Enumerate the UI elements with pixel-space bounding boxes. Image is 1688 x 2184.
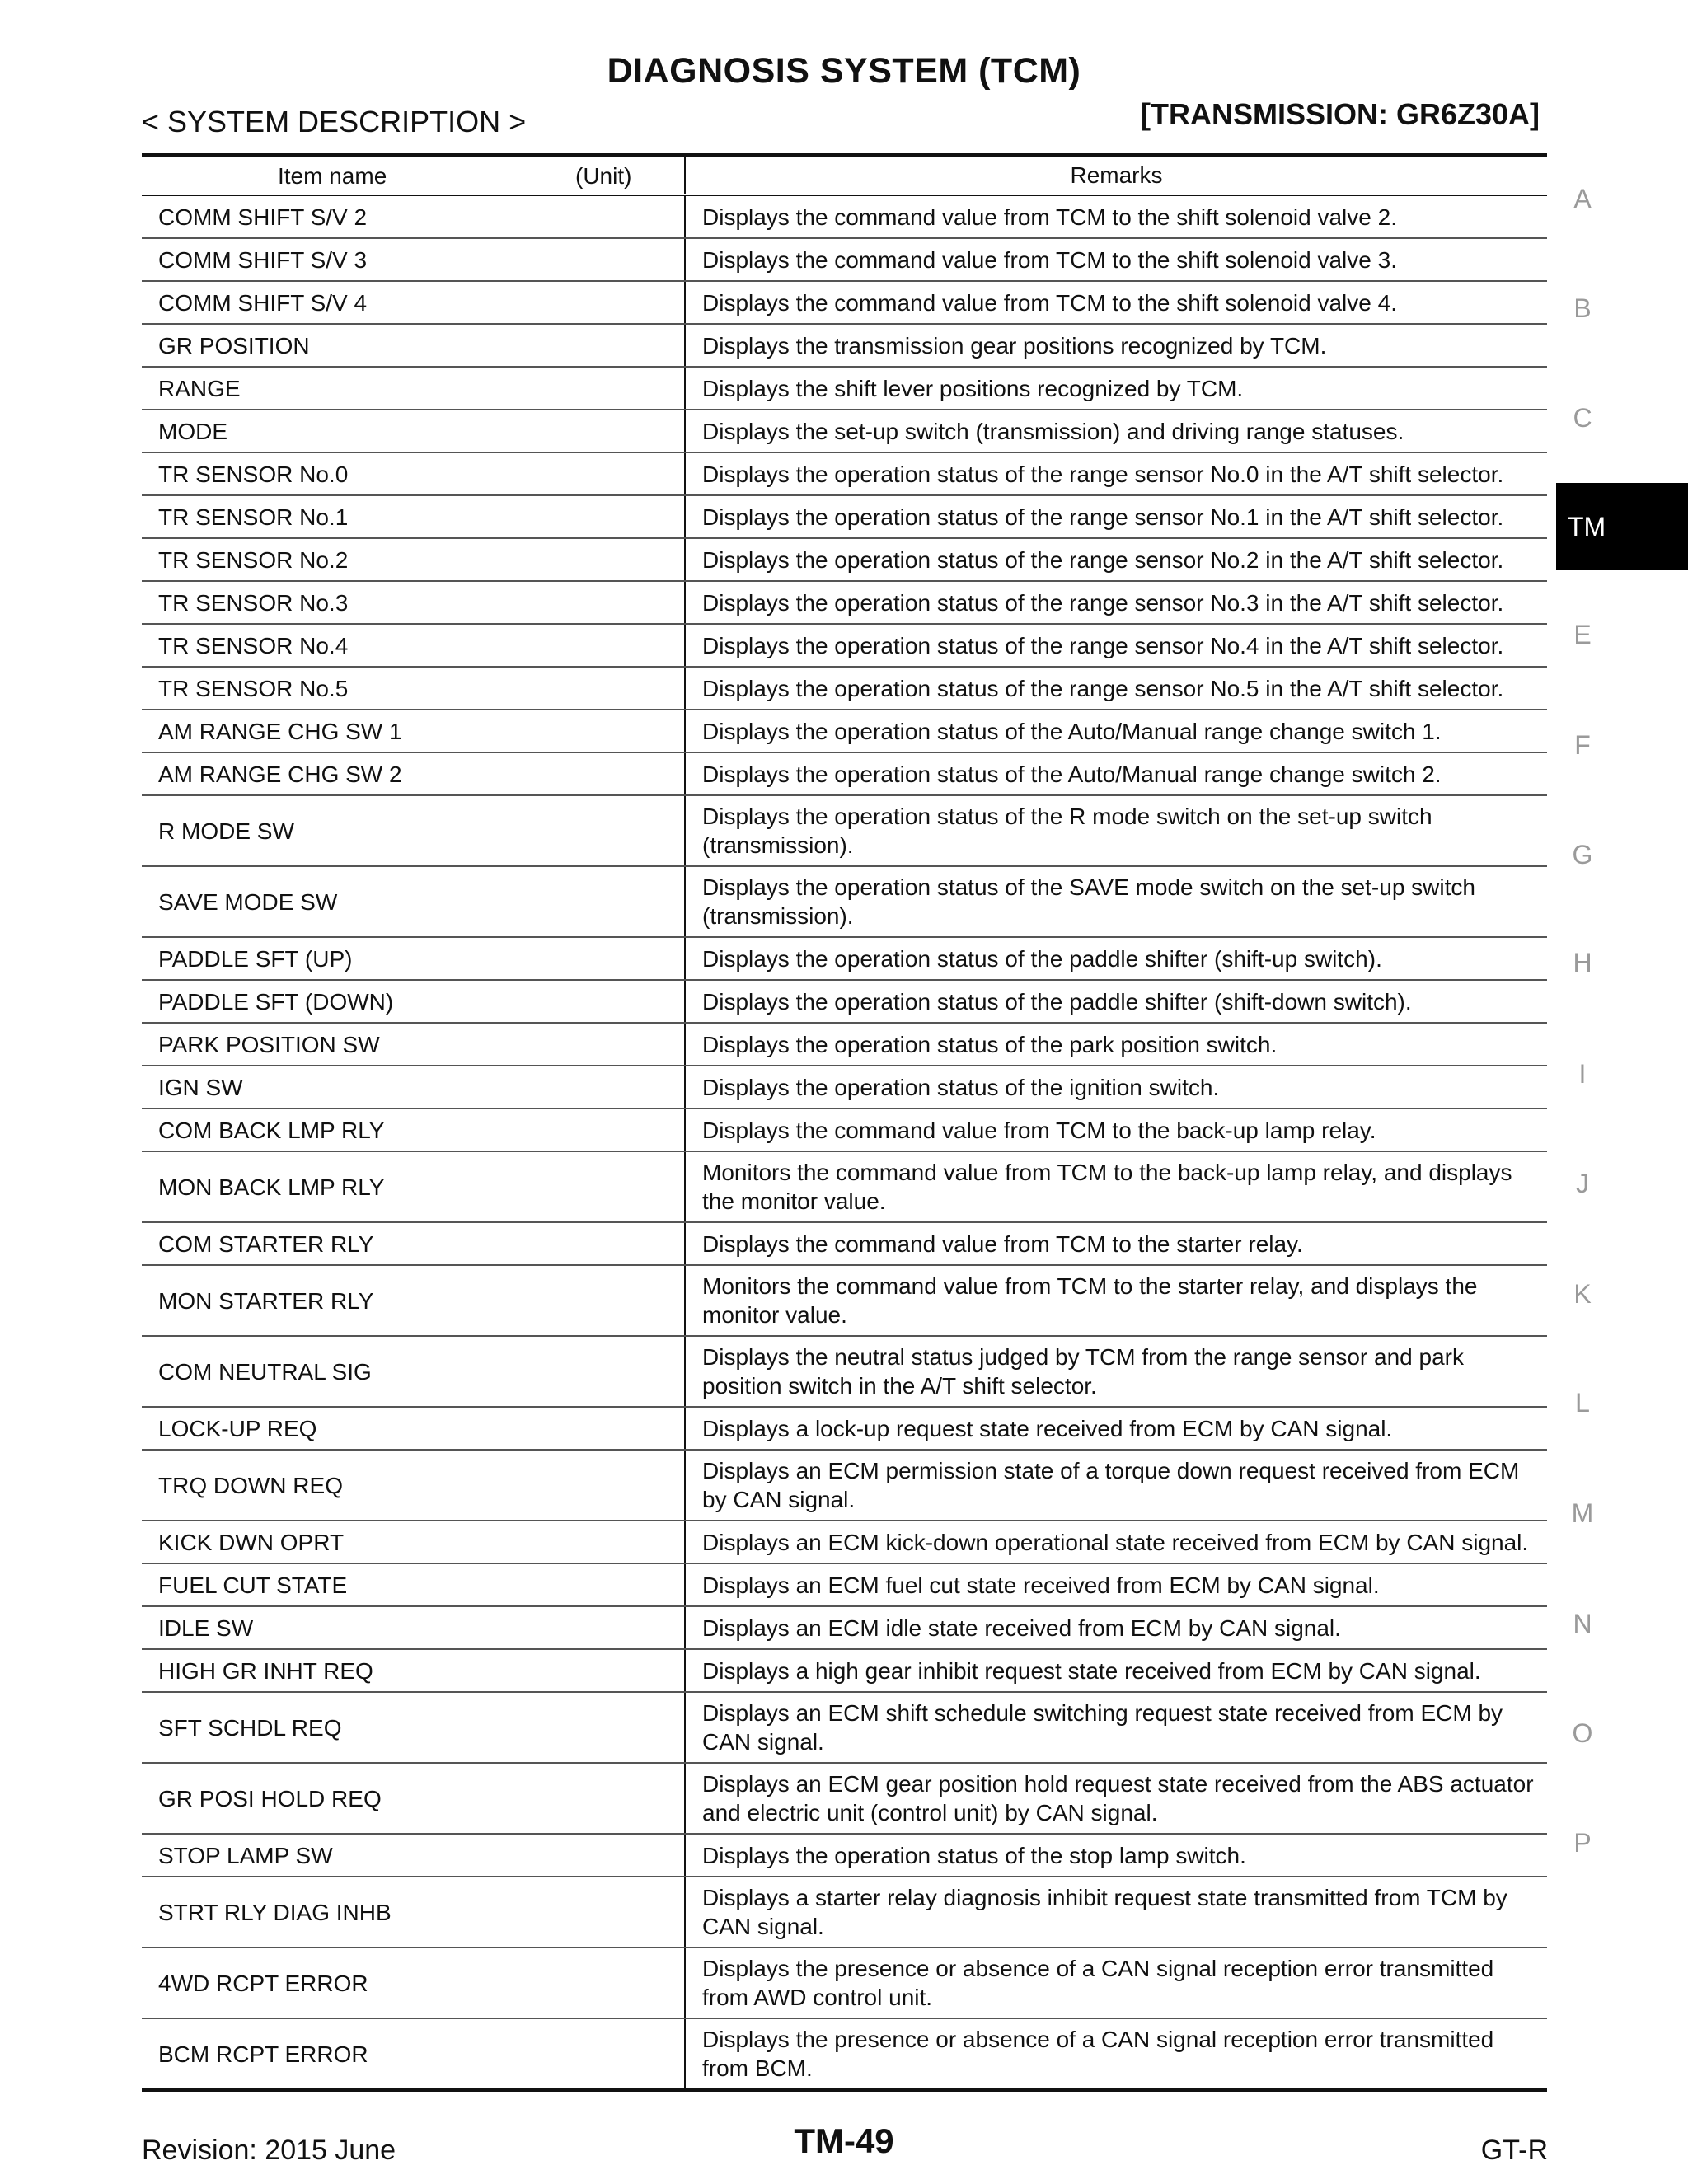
table-row (142, 752, 1547, 795)
remarks-cell: Displays an ECM kick-down operational state received from ECM by CAN signal. (685, 1521, 1547, 1563)
remarks-cell: Displays a high gear inhibit request state received from ECM by CAN signal. (685, 1649, 1547, 1692)
table-row (142, 1066, 1547, 1108)
table-row (142, 1947, 1547, 2018)
model-label: GT-R (1480, 2135, 1548, 2166)
section-tab-n: N (1573, 1609, 1592, 1638)
table-row (142, 1521, 1547, 1563)
table-row (142, 238, 1547, 281)
remarks-cell: Displays the operation status of the paddle shifter (shift-down switch). (685, 980, 1547, 1023)
item-name-cell: TR SENSOR No.4 (142, 624, 685, 667)
table-row (142, 1151, 1547, 1222)
item-name-cell: TR SENSOR No.3 (142, 581, 685, 624)
item-name-cell: TR SENSOR No.0 (142, 452, 685, 495)
remarks-cell: Displays the command value from TCM to the shift solenoid valve 3. (685, 238, 1547, 281)
remarks-cell: Displays a lock-up request state received from ECM by CAN signal. (685, 1407, 1547, 1450)
table-row (142, 1649, 1547, 1692)
table-row (142, 795, 1547, 866)
table-row (142, 1563, 1547, 1606)
item-name-cell: 4WD RCPT ERROR (142, 1947, 685, 2018)
table-row (142, 410, 1547, 452)
remarks-cell: Displays the presence or absence of a CAN signal reception error transmitted from BCM. (685, 2018, 1547, 2090)
table-row (142, 866, 1547, 937)
item-name-cell: AM RANGE CHG SW 1 (142, 710, 685, 752)
remarks-cell: Displays the operation status of the range sensor No.1 in the A/T shift selector. (685, 495, 1547, 538)
remarks-cell: Displays the transmission gear positions recognized by TCM. (685, 324, 1547, 367)
remarks-cell: Displays the command value from TCM to the shift solenoid valve 2. (685, 195, 1547, 239)
remarks-cell: Monitors the command value from TCM to the back-up lamp relay, and displays the monitor value. (685, 1151, 1547, 1222)
remarks-cell: Displays the command value from TCM to the shift solenoid valve 4. (685, 281, 1547, 324)
section-tab-h: H (1573, 948, 1592, 977)
item-name-cell: STOP LAMP SW (142, 1834, 685, 1877)
section-tab-k: K (1573, 1279, 1592, 1309)
item-name-cell: MON STARTER RLY (142, 1265, 685, 1336)
item-name-cell: IGN SW (142, 1066, 685, 1108)
item-name-cell: STRT RLY DIAG INHB (142, 1877, 685, 1947)
item-name-cell: MON BACK LMP RLY (142, 1151, 685, 1222)
section-tab-a: A (1573, 184, 1592, 213)
remarks-cell: Displays the operation status of the ignition switch. (685, 1066, 1547, 1108)
table-row (142, 937, 1547, 980)
header-item-name: Item name (278, 163, 387, 189)
item-name-cell: TR SENSOR No.5 (142, 667, 685, 710)
item-name-cell: SFT SCHDL REQ (142, 1692, 685, 1763)
remarks-cell: Displays the operation status of the park position switch. (685, 1023, 1547, 1066)
table-row (142, 1265, 1547, 1336)
table-row (142, 1763, 1547, 1834)
page-title: DIAGNOSIS SYSTEM (TCM) (607, 51, 1081, 91)
table-row (142, 1407, 1547, 1450)
item-name-cell: R MODE SW (142, 795, 685, 866)
section-tab-i: I (1578, 1059, 1587, 1089)
table-row (142, 1108, 1547, 1151)
item-name-cell: KICK DWN OPRT (142, 1521, 685, 1563)
table-row (142, 1222, 1547, 1265)
remarks-cell: Displays the operation status of the R mode switch on the set-up switch (transmission). (685, 795, 1547, 866)
remarks-cell: Displays an ECM fuel cut state received from ECM by CAN signal. (685, 1563, 1547, 1606)
remarks-cell: Displays the operation status of the range sensor No.2 in the A/T shift selector. (685, 538, 1547, 581)
section-tab-l: L (1575, 1388, 1590, 1418)
header-unit: (Unit) (575, 163, 632, 189)
item-name-cell: GR POSI HOLD REQ (142, 1763, 685, 1834)
table-row (142, 1834, 1547, 1877)
table-row (142, 538, 1547, 581)
table-row (142, 980, 1547, 1023)
page-number: TM-49 (794, 2121, 894, 2160)
remarks-cell: Monitors the command value from TCM to the starter relay, and displays the monitor value. (685, 1265, 1547, 1336)
section-tab-tm: TM (1556, 483, 1688, 570)
remarks-cell: Displays the command value from TCM to the back-up lamp relay. (685, 1108, 1547, 1151)
item-name-cell: BCM RCPT ERROR (142, 2018, 685, 2090)
section-tab-j: J (1576, 1169, 1589, 1198)
remarks-cell: Displays the operation status of the range sensor No.4 in the A/T shift selector. (685, 624, 1547, 667)
section-tab-g: G (1572, 840, 1593, 869)
item-name-cell: RANGE (142, 367, 685, 410)
diagnosis-table (142, 153, 1547, 2092)
revision-label: Revision: 2015 June (142, 2135, 396, 2166)
table-row (142, 495, 1547, 538)
remarks-cell: Displays the neutral status judged by TCM from the range sensor and park position switch in the A/T shift selector. (685, 1336, 1547, 1407)
section-tab-m: M (1571, 1498, 1594, 1528)
item-name-cell: PADDLE SFT (UP) (142, 937, 685, 980)
table-row (142, 1877, 1547, 1947)
item-name-cell: COM STARTER RLY (142, 1222, 685, 1265)
table-row (142, 324, 1547, 367)
table-row (142, 1692, 1547, 1763)
table-row (142, 195, 1547, 239)
item-name-cell: COMM SHIFT S/V 4 (142, 281, 685, 324)
table-row (142, 1023, 1547, 1066)
section-label: < SYSTEM DESCRIPTION > (142, 105, 527, 138)
remarks-cell: Displays the command value from TCM to the starter relay. (685, 1222, 1547, 1265)
item-name-cell: AM RANGE CHG SW 2 (142, 752, 685, 795)
section-tab-c: C (1573, 403, 1592, 433)
table-row (142, 2018, 1547, 2090)
remarks-cell: Displays the set-up switch (transmission) and driving range statuses. (685, 410, 1547, 452)
remarks-cell: Displays an ECM shift schedule switching request state received from ECM by CAN signal. (685, 1692, 1547, 1763)
item-name-cell: COMM SHIFT S/V 3 (142, 238, 685, 281)
remarks-cell: Displays the operation status of the paddle shifter (shift-up switch). (685, 937, 1547, 980)
remarks-cell: Displays the operation status of the range sensor No.5 in the A/T shift selector. (685, 667, 1547, 710)
item-name-cell: COM BACK LMP RLY (142, 1108, 685, 1151)
remarks-cell: Displays a starter relay diagnosis inhibit request state transmitted from TCM by CAN signal. (685, 1877, 1547, 1947)
item-name-cell: TR SENSOR No.1 (142, 495, 685, 538)
table-row (142, 1450, 1547, 1521)
table-header-row (142, 155, 1547, 195)
item-name-cell: COM NEUTRAL SIG (142, 1336, 685, 1407)
table-row (142, 281, 1547, 324)
remarks-cell: Displays the operation status of the range sensor No.0 in the A/T shift selector. (685, 452, 1547, 495)
section-tab-o: O (1572, 1718, 1593, 1748)
remarks-cell: Displays the operation status of the stop lamp switch. (685, 1834, 1547, 1877)
item-name-cell: TR SENSOR No.2 (142, 538, 685, 581)
table-body (142, 195, 1547, 2091)
remarks-cell: Displays the operation status of the Auto/Manual range change switch 2. (685, 752, 1547, 795)
item-name-cell: MODE (142, 410, 685, 452)
remarks-cell: Displays an ECM gear position hold request state received from the ABS actuator and electric unit (control unit) by CAN signal. (685, 1763, 1547, 1834)
item-name-cell: IDLE SW (142, 1606, 685, 1649)
remarks-cell: Displays the operation status of the range sensor No.3 in the A/T shift selector. (685, 581, 1547, 624)
table-row (142, 367, 1547, 410)
section-tab-p: P (1573, 1828, 1592, 1858)
table-row (142, 581, 1547, 624)
remarks-cell: Displays the presence or absence of a CAN signal reception error transmitted from AWD control unit. (685, 1947, 1547, 2018)
remarks-cell: Displays the operation status of the SAVE mode switch on the set-up switch (transmission). (685, 866, 1547, 937)
item-name-cell: SAVE MODE SW (142, 866, 685, 937)
header-remarks: Remarks (685, 155, 1547, 195)
item-name-cell: FUEL CUT STATE (142, 1563, 685, 1606)
item-name-cell: PADDLE SFT (DOWN) (142, 980, 685, 1023)
item-name-cell: PARK POSITION SW (142, 1023, 685, 1066)
remarks-cell: Displays an ECM permission state of a torque down request received from ECM by CAN signal. (685, 1450, 1547, 1521)
section-tab-e: E (1573, 620, 1592, 649)
item-name-cell: HIGH GR INHT REQ (142, 1649, 685, 1692)
remarks-cell: Displays the shift lever positions recognized by TCM. (685, 367, 1547, 410)
transmission-label: [TRANSMISSION: GR6Z30A] (1140, 97, 1540, 131)
section-tab-b: B (1573, 293, 1592, 323)
table-row (142, 452, 1547, 495)
item-name-cell: COMM SHIFT S/V 2 (142, 195, 685, 239)
table-row (142, 1606, 1547, 1649)
table-row (142, 710, 1547, 752)
table-row (142, 1336, 1547, 1407)
item-name-cell: LOCK-UP REQ (142, 1407, 685, 1450)
table-row (142, 667, 1547, 710)
section-tab-f: F (1574, 730, 1591, 760)
remarks-cell: Displays the operation status of the Auto/Manual range change switch 1. (685, 710, 1547, 752)
header-item-name-cell (142, 155, 685, 195)
item-name-cell: TRQ DOWN REQ (142, 1450, 685, 1521)
table-row (142, 624, 1547, 667)
item-name-cell: GR POSITION (142, 324, 685, 367)
remarks-cell: Displays an ECM idle state received from ECM by CAN signal. (685, 1606, 1547, 1649)
